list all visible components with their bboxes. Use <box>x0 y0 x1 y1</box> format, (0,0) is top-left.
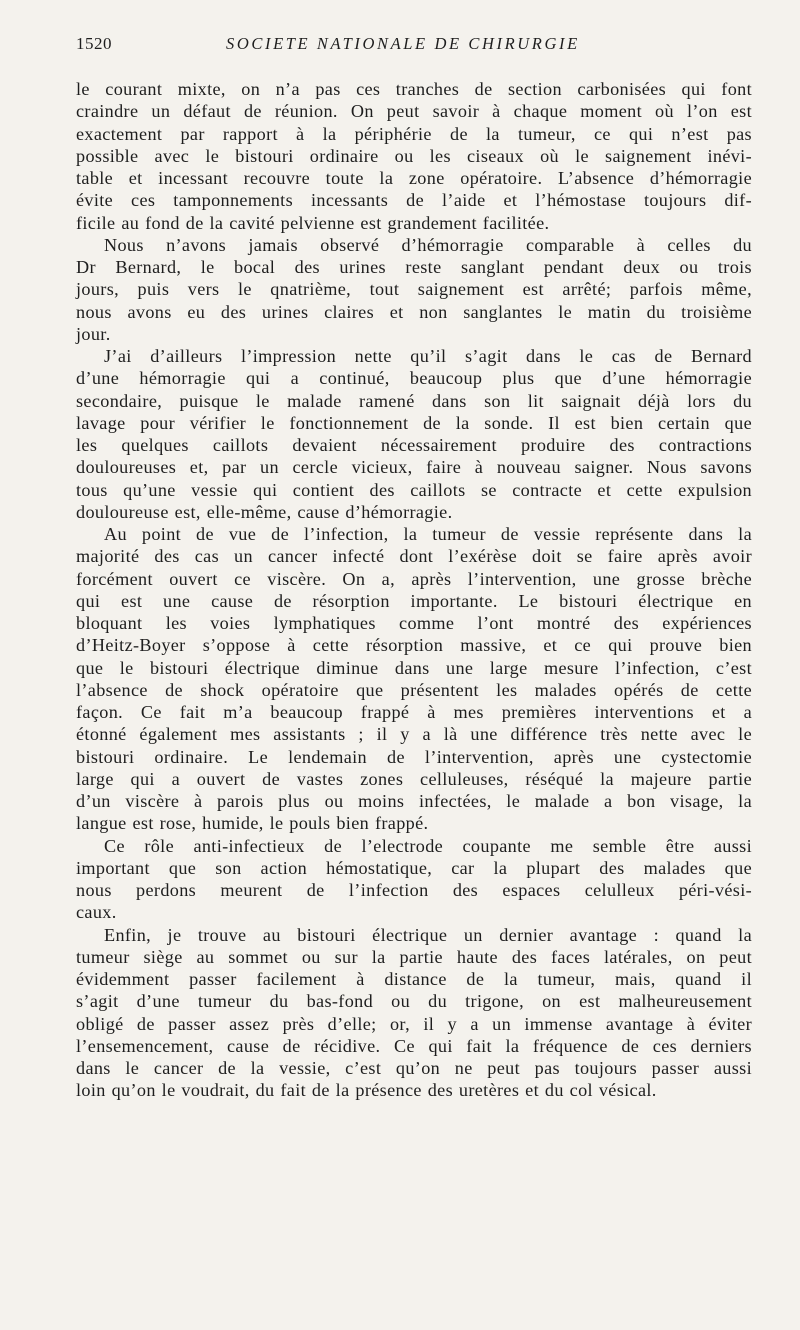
text-line: table et incessant recouvre toute la zone opératoire. L’absence d’hémorragie <box>76 168 752 188</box>
text-line: important que son action hémostatique, car la plupart des malades que <box>76 857 752 878</box>
text-line: Dr Bernard, le bocal des urines reste sanglant pendant deux ou trois <box>76 257 752 277</box>
text-line: qui est une cause de résorption importante. Le bistouri électrique en <box>76 590 752 611</box>
text-line: forcément ouvert ce viscère. On a, après l’intervention, une grosse brèche <box>76 568 752 589</box>
text-line: possible avec le bistouri ordinaire ou les ciseaux où le saignement inévi- <box>76 145 752 166</box>
text-line: les quelques caillots devaient nécessairement produire des contractions <box>76 435 752 455</box>
page-header <box>76 34 742 60</box>
text-line: jour. <box>76 323 111 344</box>
text-line: l’ensemencement, cause de récidive. Ce qui fait la fréquence de ces derniers <box>76 1035 752 1056</box>
text-line: large qui a ouvert de vastes zones celluleuses, réséqué la majeure partie <box>76 768 752 789</box>
text-line: Au point de vue de l’infection, la tumeur de vessie représente dans la <box>104 524 752 544</box>
text-line: le courant mixte, on n’a pas ces tranches de section carbonisées qui font <box>76 79 752 99</box>
paragraph <box>76 523 752 835</box>
text-line: craindre un défaut de réunion. On peut savoir à chaque moment où l’on est <box>76 101 752 122</box>
text-line: l’absence de shock opératoire que présentent les malades opérés de cette <box>76 679 752 700</box>
body-text <box>76 78 752 1102</box>
text-line: nous perdons meurent de l’infection des espaces celulleux péri-vési- <box>76 880 752 900</box>
text-line: d’Heitz-Boyer s’oppose à cette résorption massive, et ce qui prouve bien <box>76 635 752 656</box>
text-line: Nous n’avons jamais observé d’hémorragie comparable à celles du <box>104 234 752 255</box>
text-line: exactement par rapport à la périphérie de la tumeur, ce qui n’est pas <box>76 123 752 144</box>
text-line: secondaire, puisque le malade ramené dans son lit saignait déjà lors du <box>76 390 752 411</box>
text-line: ficile au fond de la cavité pelvienne est grandement facilitée. <box>76 212 550 233</box>
text-line: jours, puis vers le qnatrième, tout saignement est arrêté; parfois même, <box>76 279 752 300</box>
text-line: étonné également mes assistants ; il y a là une différence très nette avec le <box>76 724 752 745</box>
text-line: façon. Ce fait m’a beaucoup frappé à mes premières interventions et a <box>76 702 752 722</box>
text-line: tous qu’une vessie qui contient des caillots se contracte et cette expulsion <box>76 479 752 500</box>
text-line: obligé de passer assez près d’elle; or, il y a un immense avantage à éviter <box>76 1013 752 1034</box>
text-line: tumeur siège au sommet ou sur la partie haute des faces latérales, on peut <box>76 946 752 967</box>
text-line: loin qu’on le voudrait, du fait de la présence des uretères et du col vésical. <box>76 1080 657 1101</box>
paragraph <box>76 78 752 234</box>
text-line: majorité des cas un cancer infecté dont l’exérèse doit se faire après avoir <box>76 546 752 567</box>
text-line: bloquant les voies lymphatiques comme l’ont montré des expériences <box>76 613 752 633</box>
paragraph <box>76 835 752 924</box>
paragraph <box>76 234 752 345</box>
text-line: que le bistouri électrique diminue dans une large mesure l’infection, c’est <box>76 657 752 678</box>
page-number: 1520 <box>76 34 112 53</box>
text-line: bistouri ordinaire. Le lendemain de l’intervention, après une cystectomie <box>76 746 752 767</box>
text-line: d’une hémorragie qui a continué, beaucoup plus que d’une hémorragie <box>76 368 752 389</box>
text-line: nous avons eu des urines claires et non sanglantes le matin du troisième <box>76 301 752 322</box>
text-line: douloureuses et, par un cercle vicieux, faire à nouveau saigner. Nous savons <box>76 457 752 478</box>
text-line: s’agit d’une tumeur du bas-fond ou du trigone, on est malheureusement <box>76 991 752 1012</box>
text-line: évite ces tamponnements incessants de l’aide et l’hémostase toujours dif- <box>76 190 752 211</box>
text-line: caux. <box>76 902 117 923</box>
text-line: Ce rôle anti-infectieux de l’electrode coupante me semble être aussi <box>104 835 752 856</box>
text-line: langue est rose, humide, le pouls bien frappé. <box>76 813 429 834</box>
text-line: J’ai d’ailleurs l’impression nette qu’il s’agit dans le cas de Bernard <box>104 346 752 366</box>
text-line: Enfin, je trouve au bistouri électrique un dernier avantage : quand la <box>104 924 752 945</box>
text-line: lavage pour vérifier le fonctionnement de la sonde. Il est bien certain que <box>76 412 752 433</box>
text-line: douloureuse est, elle-même, cause d’hémorragie. <box>76 501 453 522</box>
text-line: dans le cancer de la vessie, c’est qu’on ne peut pas toujours passer aussi <box>76 1058 752 1078</box>
running-head: SOCIETE NATIONALE DE CHIRURGIE <box>226 34 580 53</box>
text-line: d’un viscère à parois plus ou moins infectées, le malade a bon visage, la <box>76 791 752 811</box>
paragraph <box>76 345 752 523</box>
text-line: évidemment passer facilement à distance de la tumeur, mais, quand il <box>76 969 752 989</box>
paragraph <box>76 924 752 1102</box>
